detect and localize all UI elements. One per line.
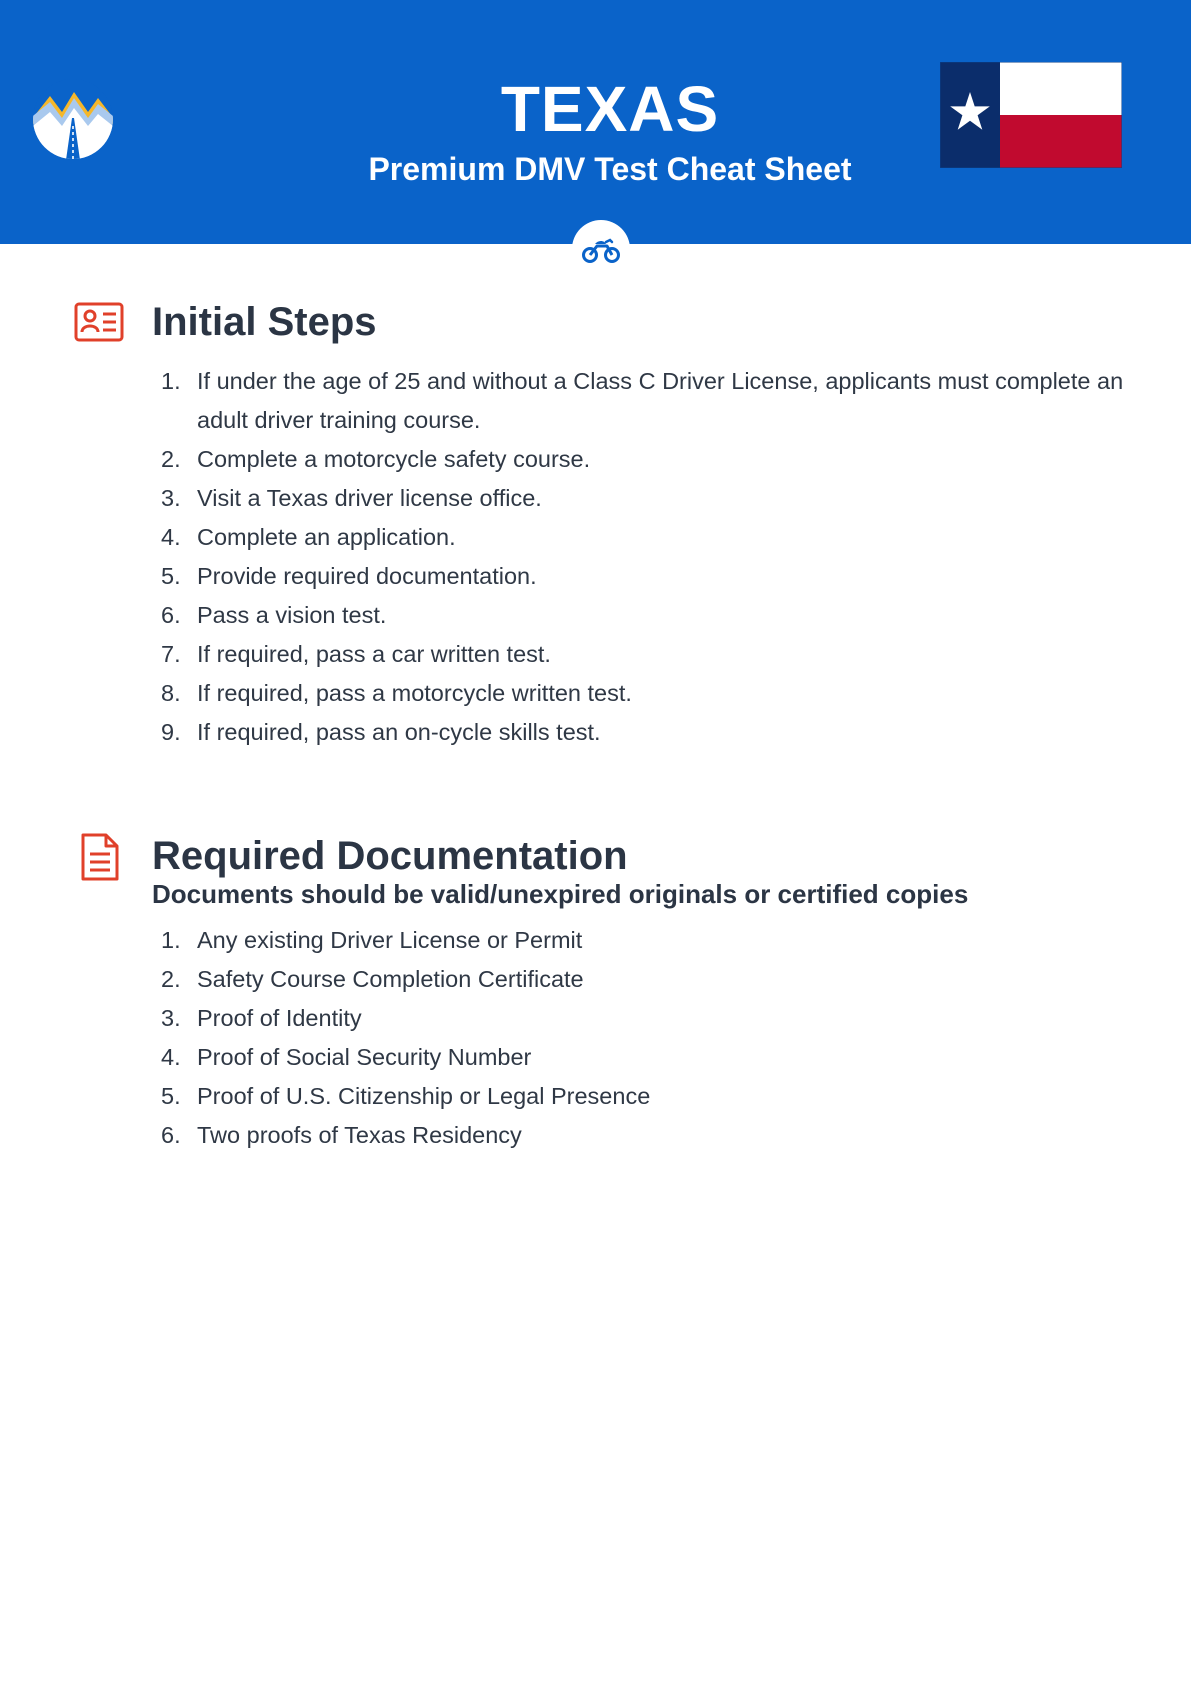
list-item: 1. If under the age of 25 and without a Class C Driver License, applicants must complete an adult driver training course.	[161, 368, 1124, 433]
list-item: 1. Any existing Driver License or Permit	[161, 927, 583, 953]
required-docs-subtitle: Documents should be valid/unexpired originals or certified copies	[152, 879, 969, 909]
list-item: 2. Complete a motorcycle safety course.	[161, 446, 591, 472]
title-block	[300, 70, 920, 190]
mountain-road-logo	[32, 78, 114, 160]
motorcycle-badge	[572, 220, 630, 278]
initial-steps-title: Initial Steps	[152, 300, 377, 344]
list-item: 5. Proof of U.S. Citizenship or Legal Presence	[161, 1083, 651, 1109]
list-item: 3. Visit a Texas driver license office.	[161, 485, 542, 511]
list-item: 5. Provide required documentation.	[161, 563, 537, 589]
list-item: 3. Proof of Identity	[161, 1005, 362, 1031]
initial-steps-list	[152, 362, 1132, 752]
page-title: TEXAS	[500, 73, 720, 145]
motorcycle-icon	[580, 228, 622, 270]
page-subtitle: Premium DMV Test Cheat Sheet	[368, 151, 852, 187]
list-item: 9. If required, pass an on-cycle skills test.	[161, 719, 601, 745]
header-banner	[0, 0, 1191, 244]
required-docs-list	[152, 921, 1132, 1155]
list-item: 2. Safety Course Completion Certificate	[161, 966, 584, 992]
list-item: 8. If required, pass a motorcycle written test.	[161, 680, 632, 706]
list-item: 4. Proof of Social Security Number	[161, 1044, 532, 1070]
list-item: 7. If required, pass a car written test.	[161, 641, 551, 667]
required-docs-title: Required Documentation	[152, 834, 628, 878]
list-item: 4. Complete an application.	[161, 524, 456, 550]
id-card-icon	[74, 302, 124, 347]
list-item: 6. Pass a vision test.	[161, 602, 387, 628]
list-item: 6. Two proofs of Texas Residency	[161, 1122, 522, 1148]
document-icon	[80, 832, 120, 887]
texas-flag	[940, 62, 1122, 168]
